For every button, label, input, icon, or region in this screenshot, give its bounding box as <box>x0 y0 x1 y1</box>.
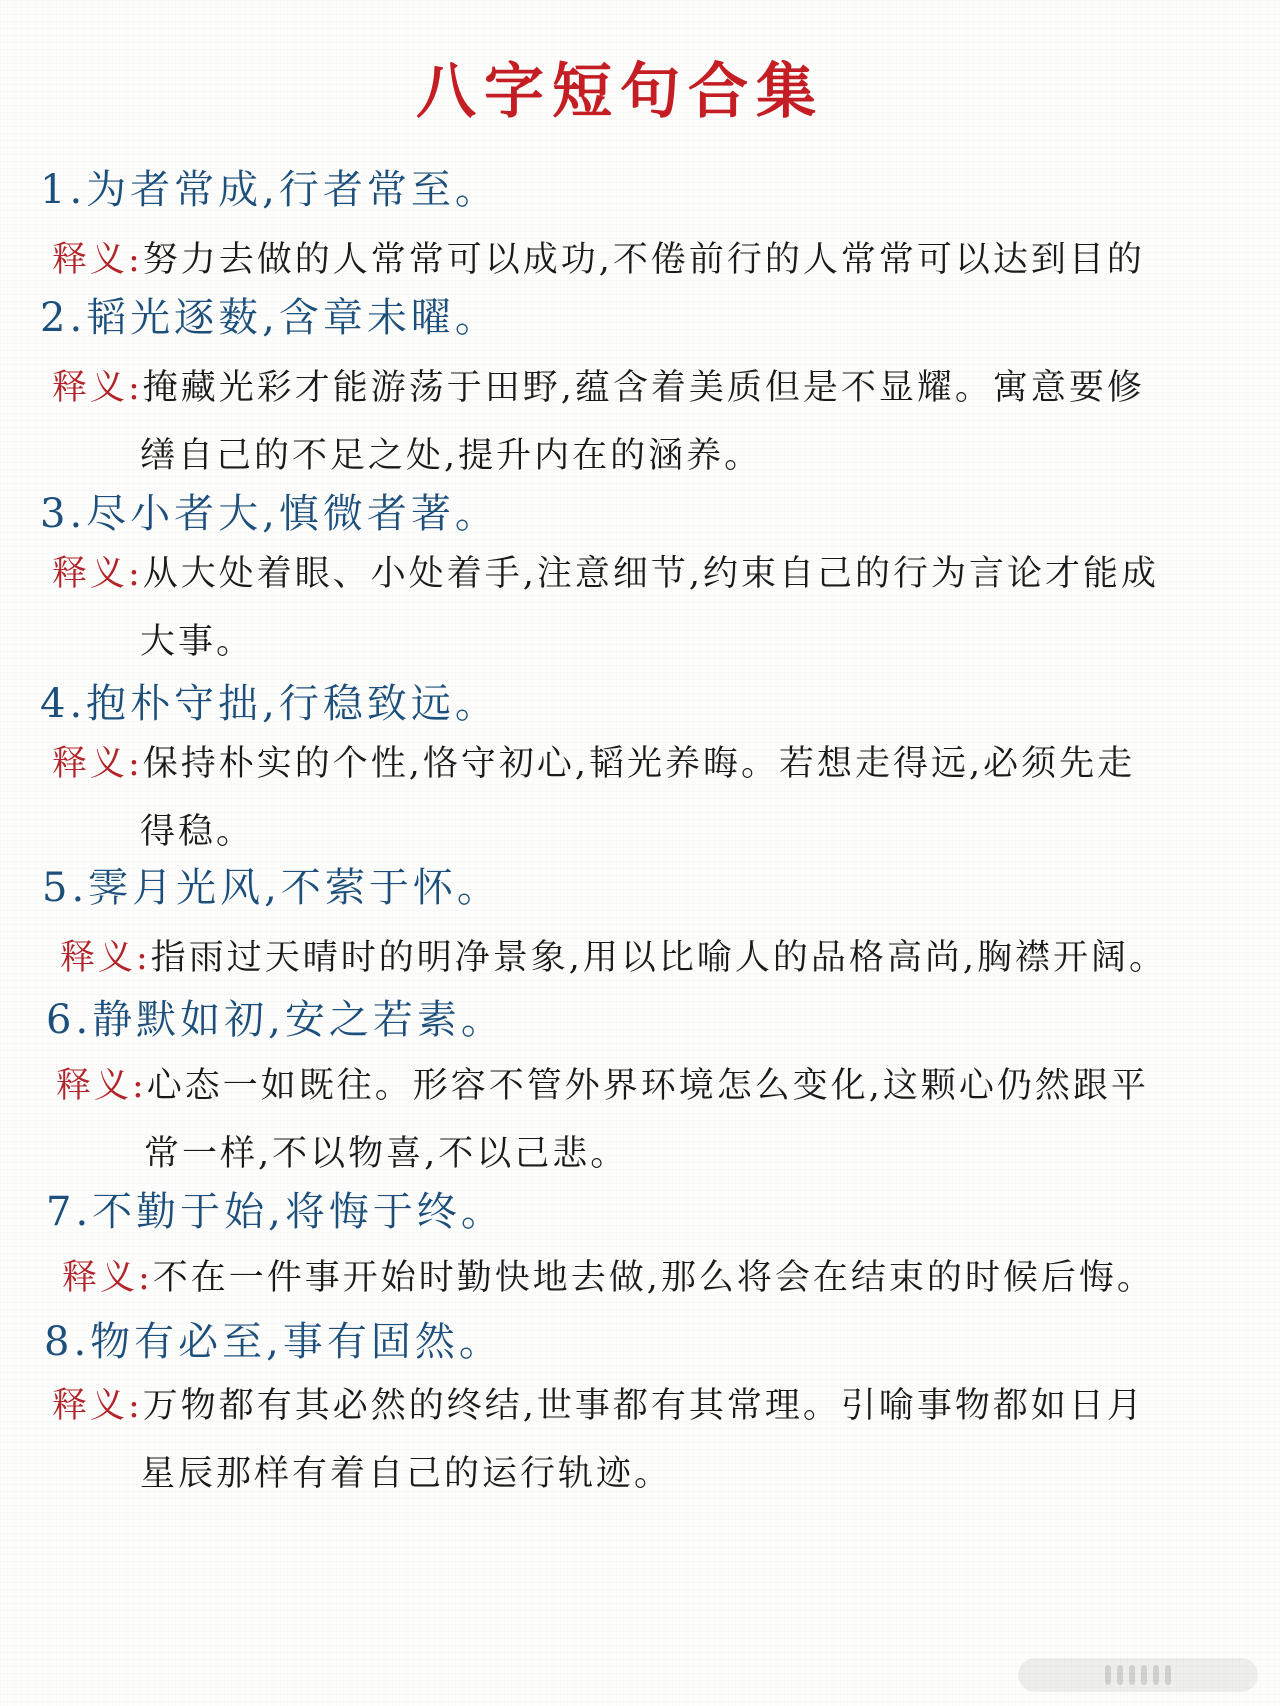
phrase-heading-1: 1.为者常成,行者常至。 <box>40 167 499 213</box>
explanation-text: 心态一如既往。形容不管外界环境怎么变化,这颗心仍然跟平 <box>146 1066 1149 1106</box>
watermark-mark <box>1117 1665 1123 1685</box>
explanation-text: 万物都有其必然的终结,世事都有其常理。引喻事物都如日月 <box>142 1386 1145 1426</box>
page-title: 八字短句合集 <box>416 57 824 127</box>
explanation-text: 掩藏光彩才能游荡于田野,蕴含着美质但是不显耀。寓意要修 <box>142 368 1145 408</box>
explanation-continuation: 大事。 <box>140 622 255 662</box>
watermark-mark <box>1165 1665 1171 1685</box>
explanation-text: 保持朴实的个性,恪守初心,韬光养晦。若想走得远,必须先走 <box>142 744 1136 784</box>
watermark-mark <box>1129 1665 1135 1685</box>
explanation-label: 释义: <box>52 240 143 280</box>
phrase-heading-2: 2.韬光逐薮,含章未曜。 <box>40 295 499 341</box>
explanation-continuation: 得稳。 <box>140 812 255 852</box>
watermark-bar <box>1018 1658 1258 1692</box>
phrase-heading-5: 5.霁月光风,不萦于怀。 <box>42 865 501 911</box>
explanation-label: 释义: <box>56 1066 147 1106</box>
explanation-2 <box>52 354 1232 490</box>
watermark-mark <box>1141 1665 1147 1685</box>
explanation-label: 释义: <box>60 938 151 978</box>
watermark-mark <box>1153 1665 1159 1685</box>
explanation-text: 从大处着眼、小处着手,注意细节,约束自己的行为言论才能成 <box>142 554 1160 594</box>
explanation-text: 不在一件事开始时勤快地去做,那么将会在结束的时候后悔。 <box>152 1258 1155 1298</box>
explanation-label: 释义: <box>52 1386 143 1426</box>
explanation-continuation: 缮自己的不足之处,提升内在的涵养。 <box>140 436 763 476</box>
explanation-7 <box>62 1244 1242 1312</box>
explanation-label: 释义: <box>62 1258 153 1298</box>
explanation-6 <box>56 1052 1236 1188</box>
phrase-heading-6: 6.静默如初,安之若素。 <box>46 997 505 1043</box>
explanation-label: 释义: <box>52 368 143 408</box>
explanation-text: 指雨过天晴时的明净景象,用以比喻人的品格高尚,胸襟开阔。 <box>150 938 1168 978</box>
phrase-heading-8: 8.物有必至,事有固然。 <box>44 1319 503 1365</box>
phrase-heading-3: 3.尽小者大,慎微者著。 <box>40 491 499 537</box>
explanation-continuation: 星辰那样有着自己的运行轨迹。 <box>140 1454 673 1494</box>
explanation-4 <box>52 730 1232 866</box>
explanation-continuation: 常一样,不以物喜,不以己悲。 <box>144 1134 629 1174</box>
phrase-heading-4: 4.抱朴守拙,行稳致远。 <box>40 681 499 727</box>
explanation-1 <box>52 226 1232 294</box>
explanation-text: 努力去做的人常常可以成功,不倦前行的人常常可以达到目的 <box>142 240 1145 280</box>
explanation-8 <box>52 1372 1232 1508</box>
watermark-mark <box>1105 1665 1111 1685</box>
explanation-5 <box>60 924 1240 992</box>
phrase-heading-7: 7.不勤于始,将悔于终。 <box>46 1189 505 1235</box>
explanation-3 <box>52 540 1232 676</box>
explanation-label: 释义: <box>52 744 143 784</box>
explanation-label: 释义: <box>52 554 143 594</box>
